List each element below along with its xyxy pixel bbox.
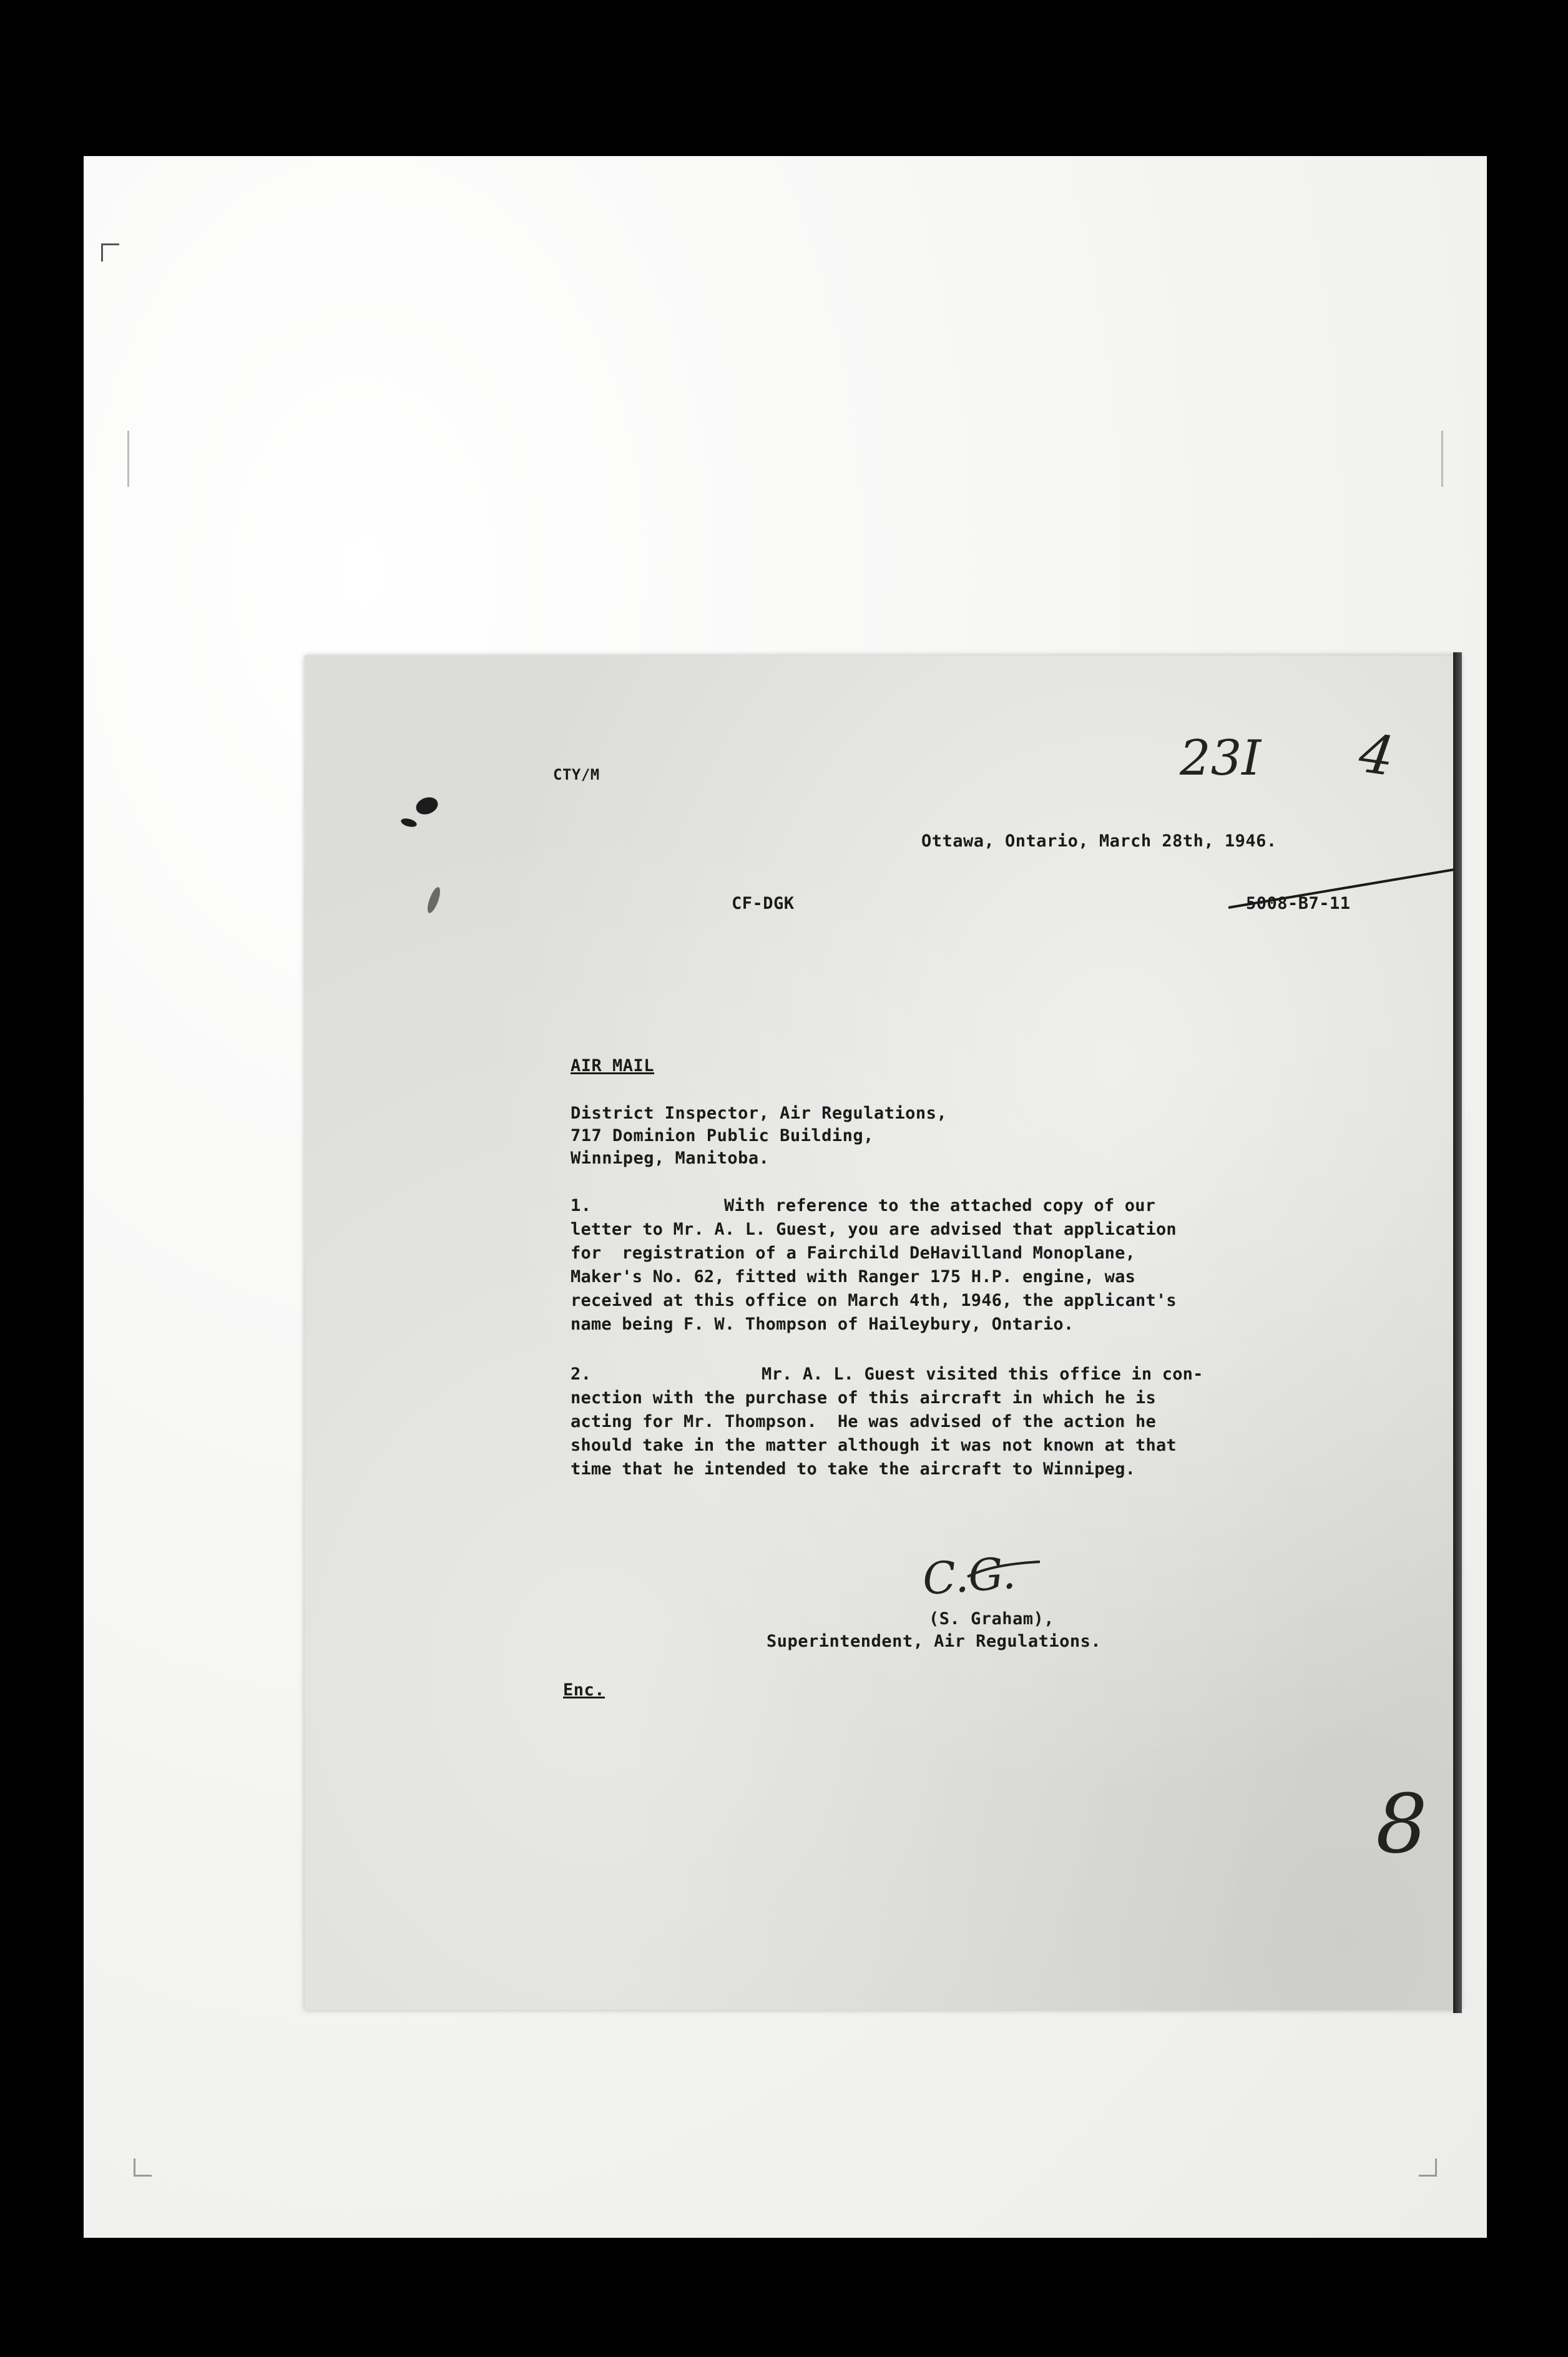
date-line: Ottawa, Ontario, March 28th, 1946. [921,831,1277,851]
crop-mark-bottom-left [134,2159,152,2177]
paragraph-1-line: With reference to the attached copy of our [724,1196,1156,1215]
signatory-name: (S. Graham), [929,1609,1055,1629]
address-line-3: Winnipeg, Manitoba. [571,1149,770,1168]
ink-smudge [414,795,441,818]
paragraph-2-line: should take in the matter although it was not known at that [571,1436,1177,1455]
address-line-2: 717 Dominion Public Building, [571,1126,874,1145]
paragraph-2-line: acting for Mr. Thompson. He was advised of the action he [571,1412,1156,1431]
handwritten-page-number: 8 [1376,1776,1428,1871]
signature-flourish [966,1558,1041,1589]
reference-initials: CTY/M [553,766,600,783]
air-mail-label: AIR MAIL [571,1056,655,1076]
crop-mark-left [127,431,135,487]
paragraph-1-line: Maker's No. 62, fitted with Ranger 175 H.P. engine, was [571,1267,1136,1286]
crop-mark-top-left [101,243,119,262]
file-number: 5008-B7-11 [1246,894,1351,913]
paragraph-1-line: name being F. W. Thompson of Haileybury, Ontario. [571,1315,1074,1334]
handwritten-mark: 4 [1355,722,1398,789]
paragraph-1-line: received at this office on March 4th, 1946, the applicant's [571,1291,1177,1310]
crop-mark-bottom-right [1419,2159,1437,2177]
paragraph-2-line: nection with the purchase of this aircraft in which he is [571,1388,1156,1408]
address-line-1: District Inspector, Air Regulations, [571,1104,948,1123]
enclosure-note: Enc. [563,1680,605,1700]
paragraph-1-line: letter to Mr. A. L. Guest, you are advised that application [571,1220,1177,1239]
handwritten-file-number: 23I [1180,730,1262,786]
paragraph-1-number: 1. [571,1196,592,1215]
ink-smudge [425,886,443,914]
crop-mark-right [1435,431,1443,487]
paper-edge-shadow [1453,652,1462,2013]
strike-line [1228,866,1459,910]
paragraph-2-line: time that he intended to take the aircraft to Winnipeg. [571,1459,1136,1479]
paragraph-2-number: 2. [571,1365,592,1384]
signatory-title: Superintendent, Air Regulations. [767,1632,1102,1651]
paragraph-1-line: for registration of a Fairchild DeHavilland Monoplane, [571,1243,1136,1263]
letter-paper [305,655,1461,2010]
paragraph-2-line: Mr. A. L. Guest visited this office in con- [762,1365,1203,1384]
signature-initials: C.G. [921,1547,1017,1605]
registration-mark: CF-DGK [732,894,795,913]
ink-smudge [400,817,418,828]
